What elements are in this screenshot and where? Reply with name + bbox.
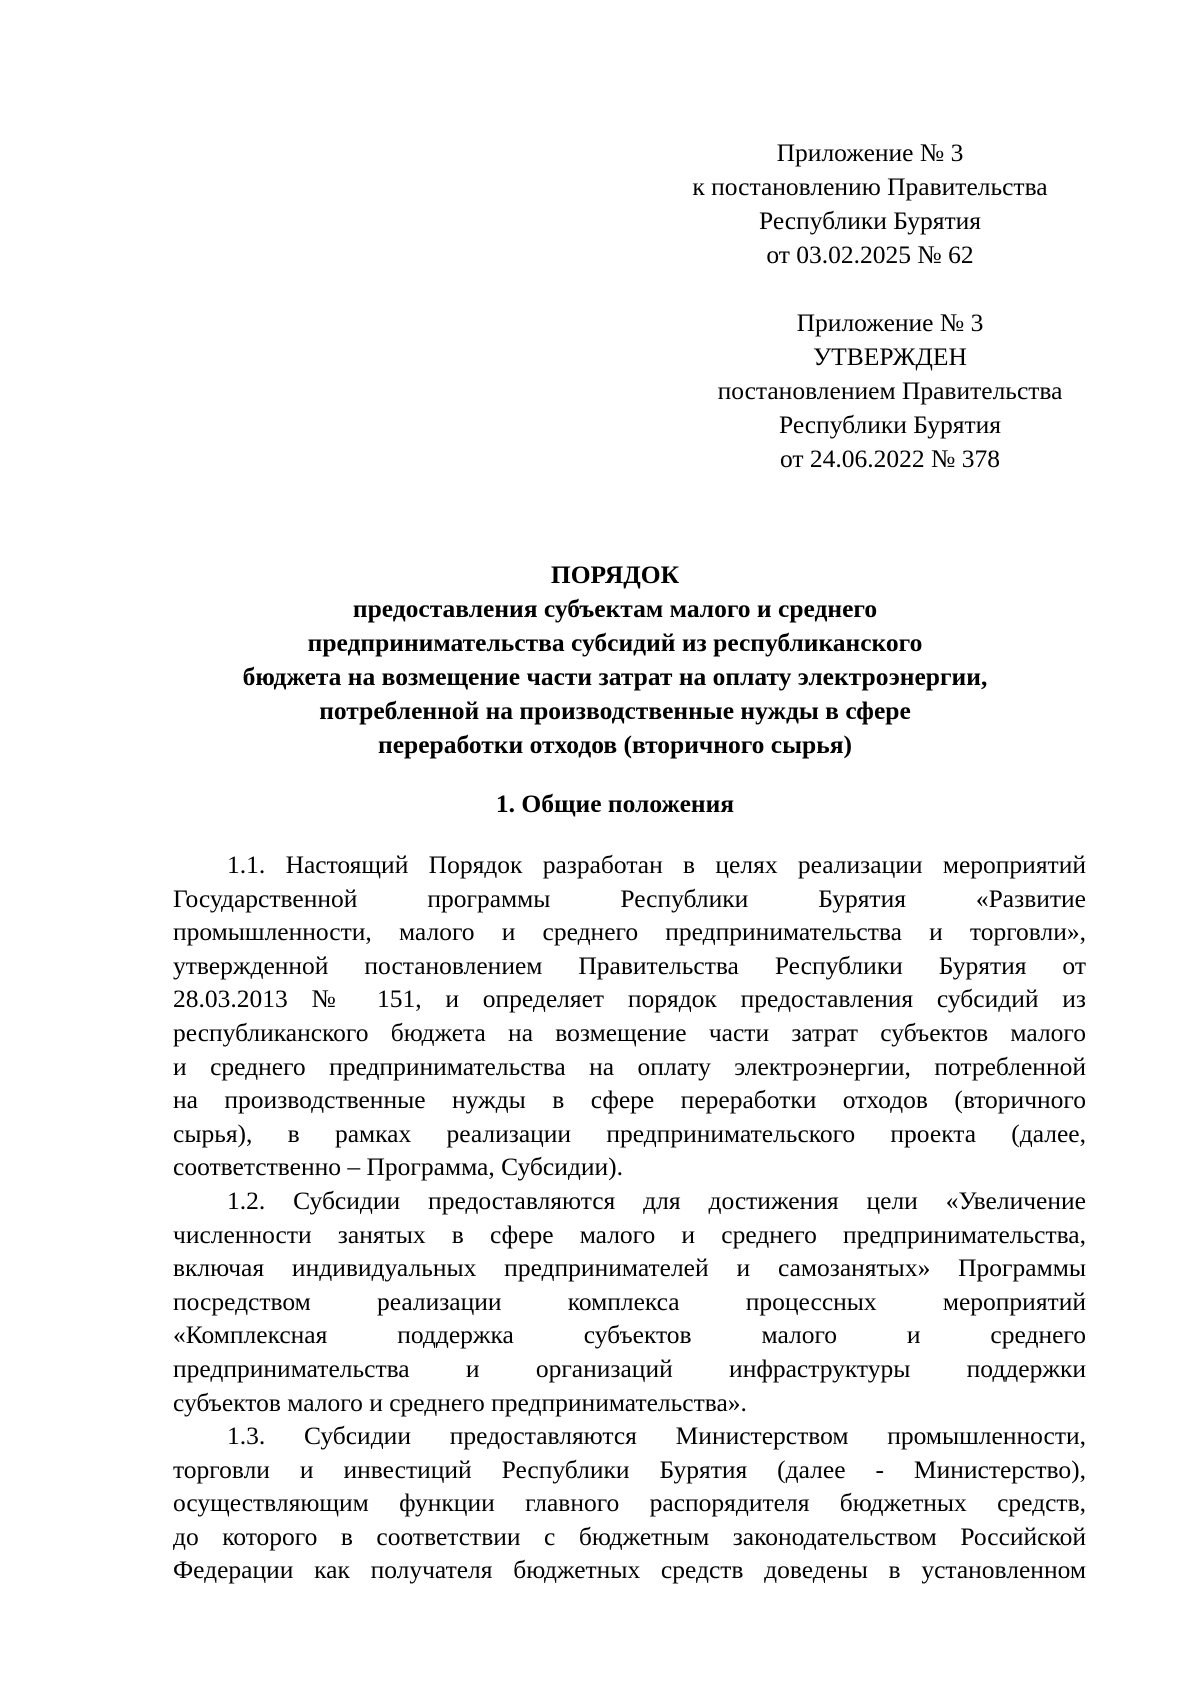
paragraph-line: включая индивидуальных предпринимателей и самозанятых» Программы: [173, 1253, 1086, 1283]
paragraph-line: численности занятых в сфере малого и среднего предпринимательства,: [173, 1219, 1086, 1249]
appendix-current-line: от 03.02.2025 № 62: [766, 240, 974, 269]
appendix-current-header: [660, 136, 1080, 272]
appendix-current-line: Республики Бурятия: [758, 206, 982, 235]
paragraph-line: предпринимательства и организаций инфраструктуры поддержки: [173, 1353, 1086, 1383]
paragraph-line: республиканского бюджета на возмещение части затрат субъектов малого: [173, 1017, 1086, 1047]
document-title: [170, 558, 1060, 762]
paragraph-line: на производственные нужды в сфере переработки отходов (вторичного: [173, 1085, 1086, 1115]
section-body: [173, 848, 1086, 1587]
paragraph-line: 1.2. Субсидии предоставляются для достижения цели «Увеличение: [227, 1185, 1086, 1215]
paragraph-line: осуществляющим функции главного распорядителя бюджетных средств,: [173, 1488, 1086, 1518]
title-subtitle-line: бюджета на возмещение части затрат на оплату электроэнергии,: [242, 662, 988, 691]
appendix-original-line: Приложение № 3: [796, 308, 984, 337]
title-subtitle-line: потребленной на производственные нужды в сфере: [319, 696, 911, 725]
paragraph-line: утвержденной постановлением Правительства Республики Бурятия от: [173, 950, 1086, 980]
paragraph-line: 1.3. Субсидии предоставляются Министерством промышленности,: [227, 1421, 1086, 1451]
paragraph-line: субъектов малого и среднего предпринимательства».: [173, 1387, 747, 1417]
appendix-original-line: Республики Бурятия: [778, 410, 1002, 439]
paragraph-line: сырья), в рамках реализации предпринимательского проекта (далее,: [173, 1118, 1086, 1148]
section-heading: 1. Общие положения: [495, 789, 735, 818]
paragraph-line: и среднего предпринимательства на оплату электроэнергии, потребленной: [173, 1051, 1086, 1081]
paragraph-line: Федерации как получателя бюджетных средств доведены в установленном: [173, 1555, 1086, 1585]
paragraph-line: промышленности, малого и среднего предпринимательства и торговли»,: [173, 917, 1086, 947]
appendix-original-header: [690, 306, 1090, 476]
appendix-original-line: от 24.06.2022 № 378: [779, 444, 1000, 473]
appendix-original-line: постановлением Правительства: [717, 376, 1063, 405]
title-subtitle-line: переработки отходов (вторичного сырья): [378, 730, 852, 759]
paragraph-line: соответственно – Программа, Субсидии).: [173, 1152, 623, 1182]
title-subtitle-line: предпринимательства субсидий из республиканского: [307, 628, 923, 657]
paragraph-line: до которого в соответствии с бюджетным законодательством Российской: [173, 1521, 1086, 1551]
appendix-current-line: к постановлению Правительства: [692, 172, 1048, 201]
paragraph-line: торговли и инвестиций Республики Бурятия (далее - Министерство),: [173, 1454, 1086, 1484]
paragraph-line: 1.1. Настоящий Порядок разработан в целях реализации мероприятий: [227, 850, 1086, 879]
title-subtitle-line: предоставления субъектам малого и среднего: [352, 594, 878, 623]
paragraph-line: 28.03.2013 № 151, и определяет порядок предоставления субсидий из: [173, 984, 1086, 1014]
paragraph-line: посредством реализации комплекса процессных мероприятий: [173, 1286, 1086, 1316]
paragraph-line: «Комплексная поддержка субъектов малого и среднего: [173, 1320, 1086, 1350]
paragraph-line: Государственной программы Республики Бурятия «Развитие: [173, 883, 1086, 913]
title-main: ПОРЯДОК: [550, 560, 680, 589]
appendix-original-line: УТВЕРЖДЕН: [813, 342, 967, 371]
appendix-current-line: Приложение № 3: [776, 138, 964, 167]
